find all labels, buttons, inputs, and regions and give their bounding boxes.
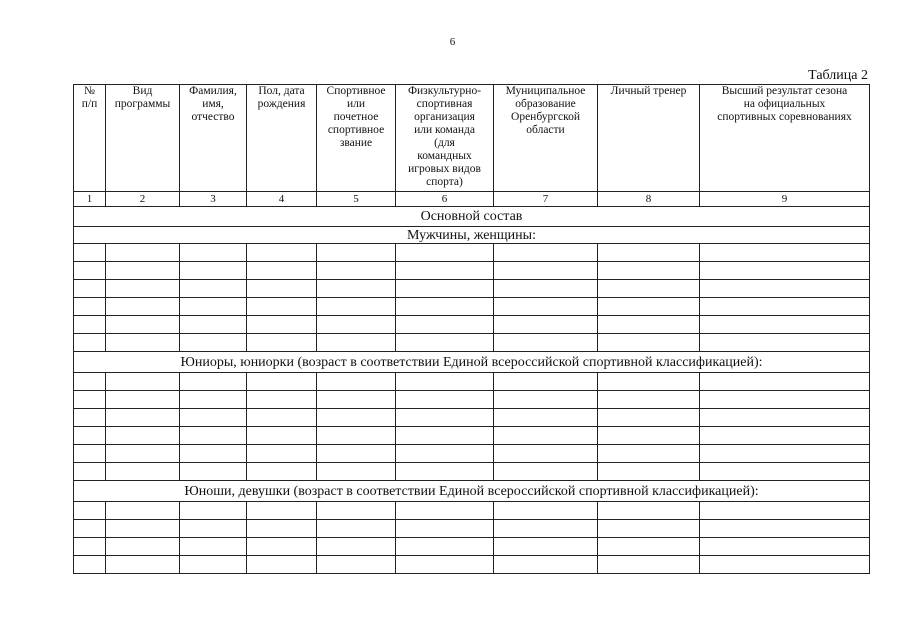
table-cell[interactable] [598,244,700,262]
column-number: 1 [74,192,106,207]
main-section-title: Основной состав [74,207,870,227]
table-cell[interactable] [106,391,180,409]
table-cell[interactable] [494,262,598,280]
table-cell[interactable] [598,280,700,298]
table-row [74,334,870,352]
table-cell[interactable] [180,520,247,538]
table-cell[interactable] [317,463,396,481]
table-cell[interactable] [396,463,494,481]
table-row [74,262,870,280]
column-number: 2 [106,192,180,207]
header-cell-5: Спортивное или почетное спортивное звание [317,85,396,192]
table-cell[interactable] [106,262,180,280]
table-cell[interactable] [494,280,598,298]
table-cell[interactable] [494,244,598,262]
section-title: Мужчины, женщины: [74,227,870,244]
table-cell[interactable] [700,556,870,574]
table-cell[interactable] [317,391,396,409]
column-number: 6 [396,192,494,207]
table-cell[interactable] [700,538,870,556]
table-cell[interactable] [247,262,317,280]
table-cell[interactable] [700,262,870,280]
table-cell[interactable] [180,538,247,556]
table-cell[interactable] [180,334,247,352]
table-cell[interactable] [106,520,180,538]
table-cell[interactable] [247,334,317,352]
table-cell[interactable] [700,409,870,427]
table-cell[interactable] [396,244,494,262]
table-row [74,556,870,574]
table-cell[interactable] [106,427,180,445]
page-number: 6 [449,36,456,48]
table-cell[interactable] [396,334,494,352]
table-cell[interactable] [317,520,396,538]
table-cell[interactable] [700,280,870,298]
table-cell[interactable] [74,463,106,481]
table-cell[interactable] [700,520,870,538]
table-cell[interactable] [396,556,494,574]
table-cell[interactable] [494,520,598,538]
table-cell[interactable] [74,445,106,463]
table-cell[interactable] [106,463,180,481]
table-cell[interactable] [317,316,396,334]
table-cell[interactable] [247,316,317,334]
table-cell[interactable] [396,502,494,520]
table-cell[interactable] [247,409,317,427]
table-cell[interactable] [598,463,700,481]
table-cell[interactable] [247,445,317,463]
table-cell[interactable] [396,391,494,409]
table-cell[interactable] [396,262,494,280]
table-cell[interactable] [74,391,106,409]
table-cell[interactable] [74,262,106,280]
table-cell[interactable] [396,409,494,427]
table-cell[interactable] [74,298,106,316]
table-cell[interactable] [317,502,396,520]
header-cell-3: Фамилия, имя, отчество [180,85,247,192]
table-cell[interactable] [700,445,870,463]
table-cell[interactable] [598,427,700,445]
table-cell[interactable] [247,280,317,298]
table-cell[interactable] [317,427,396,445]
table-cell[interactable] [494,391,598,409]
table-cell[interactable] [106,556,180,574]
table-cell[interactable] [494,463,598,481]
table-cell[interactable] [396,538,494,556]
table-cell[interactable] [247,556,317,574]
table-cell[interactable] [494,409,598,427]
table-row [74,409,870,427]
table-cell[interactable] [317,538,396,556]
table-row [74,280,870,298]
table-row [74,244,870,262]
table-cell[interactable] [180,244,247,262]
table-cell[interactable] [74,538,106,556]
table-cell[interactable] [180,391,247,409]
table-row [74,316,870,334]
table-cell[interactable] [494,373,598,391]
table-cell[interactable] [74,427,106,445]
table-cell[interactable] [598,520,700,538]
table-cell[interactable] [396,373,494,391]
table-cell[interactable] [247,244,317,262]
table-cell[interactable] [247,373,317,391]
table-cell[interactable] [180,556,247,574]
table-cell[interactable] [180,463,247,481]
table-row [74,502,870,520]
table-cell[interactable] [180,298,247,316]
table-cell[interactable] [74,334,106,352]
table-cell[interactable] [74,502,106,520]
table-cell[interactable] [396,427,494,445]
table-cell[interactable] [494,334,598,352]
table-cell[interactable] [317,244,396,262]
table-cell[interactable] [106,334,180,352]
table-cell[interactable] [180,280,247,298]
table-cell[interactable] [317,298,396,316]
table-row [74,391,870,409]
table-cell[interactable] [396,280,494,298]
table-cell[interactable] [700,334,870,352]
table-cell[interactable] [106,298,180,316]
table-cell[interactable] [247,427,317,445]
table-row [74,445,870,463]
table-cell[interactable] [247,463,317,481]
table-cell[interactable] [317,373,396,391]
column-number: 5 [317,192,396,207]
table-cell[interactable] [494,445,598,463]
header-cell-2: Вид программы [106,85,180,192]
table-row [74,298,870,316]
table-cell[interactable] [598,502,700,520]
table-cell[interactable] [317,556,396,574]
table-cell[interactable] [598,334,700,352]
column-number: 4 [247,192,317,207]
table-cell[interactable] [700,463,870,481]
table-cell[interactable] [598,409,700,427]
table-cell[interactable] [598,391,700,409]
table-cell[interactable] [74,244,106,262]
table-cell[interactable] [494,538,598,556]
table-row [74,520,870,538]
table-cell[interactable] [106,244,180,262]
section-title-row [74,481,870,502]
table-cell[interactable] [247,538,317,556]
table-cell[interactable] [494,427,598,445]
table-cell[interactable] [74,520,106,538]
table-cell[interactable] [700,298,870,316]
table-cell[interactable] [700,316,870,334]
table-cell[interactable] [74,316,106,334]
table-cell[interactable] [180,502,247,520]
table-cell[interactable] [700,502,870,520]
table-cell[interactable] [106,409,180,427]
main-section-row [74,207,870,227]
table-cell[interactable] [317,334,396,352]
section-title-row [74,352,870,373]
header-row [74,85,870,192]
table-cell[interactable] [74,409,106,427]
section-title: Юниоры, юниорки (возраст в соответствии Единой всероссийской спортивной классификацией): [74,352,870,373]
table-cell[interactable] [700,427,870,445]
table-cell[interactable] [598,316,700,334]
table-cell[interactable] [74,556,106,574]
table-cell[interactable] [598,538,700,556]
table-cell[interactable] [700,244,870,262]
table-cell[interactable] [598,556,700,574]
table-cell[interactable] [494,298,598,316]
table-cell[interactable] [247,520,317,538]
table-cell[interactable] [247,391,317,409]
table-cell[interactable] [106,316,180,334]
column-number: 7 [494,192,598,207]
table-cell[interactable] [396,520,494,538]
table-cell[interactable] [700,373,870,391]
column-number: 3 [180,192,247,207]
table-row [74,463,870,481]
header-cell-9: Высший результат сезона на официальных спортивных соревнованиях [700,85,870,192]
table-cell[interactable] [180,409,247,427]
athlete-table [73,84,870,574]
table-cell[interactable] [317,280,396,298]
header-cell-1: № п/п [74,85,106,192]
table-cell[interactable] [598,445,700,463]
table-cell[interactable] [317,409,396,427]
table-cell[interactable] [180,262,247,280]
table-cell[interactable] [247,298,317,316]
table-cell[interactable] [396,298,494,316]
table-cell[interactable] [106,280,180,298]
table-cell[interactable] [180,445,247,463]
table-cell[interactable] [106,502,180,520]
table-cell[interactable] [74,280,106,298]
table-cell[interactable] [598,262,700,280]
table-cell[interactable] [494,556,598,574]
table-cell[interactable] [317,445,396,463]
column-number: 8 [598,192,700,207]
table-cell[interactable] [494,502,598,520]
table-cell[interactable] [106,538,180,556]
table-cell[interactable] [180,427,247,445]
header-cell-4: Пол, дата рождения [247,85,317,192]
table-cell[interactable] [180,316,247,334]
table-row [74,538,870,556]
table-cell[interactable] [700,391,870,409]
header-cell-8: Личный тренер [598,85,700,192]
table-cell[interactable] [106,373,180,391]
header-cell-6: Физкультурно- спортивная организация или команда (для командных игровых видов спорта) [396,85,494,192]
table-cell[interactable] [396,445,494,463]
header-cell-7: Муниципальное образование Оренбургской области [494,85,598,192]
table-cell[interactable] [598,373,700,391]
table-cell[interactable] [106,445,180,463]
table-caption: Таблица 2 [808,68,868,83]
table-cell[interactable] [317,262,396,280]
column-number-row [74,192,870,207]
column-number: 9 [700,192,870,207]
table-row [74,427,870,445]
table-cell[interactable] [396,316,494,334]
table-cell[interactable] [598,298,700,316]
table-cell[interactable] [494,316,598,334]
table-cell[interactable] [180,373,247,391]
section-title: Юноши, девушки (возраст в соответствии Единой всероссийской спортивной классификацией): [74,481,870,502]
table-cell[interactable] [247,502,317,520]
table-cell[interactable] [74,373,106,391]
section-title-row [74,227,870,244]
table-row [74,373,870,391]
